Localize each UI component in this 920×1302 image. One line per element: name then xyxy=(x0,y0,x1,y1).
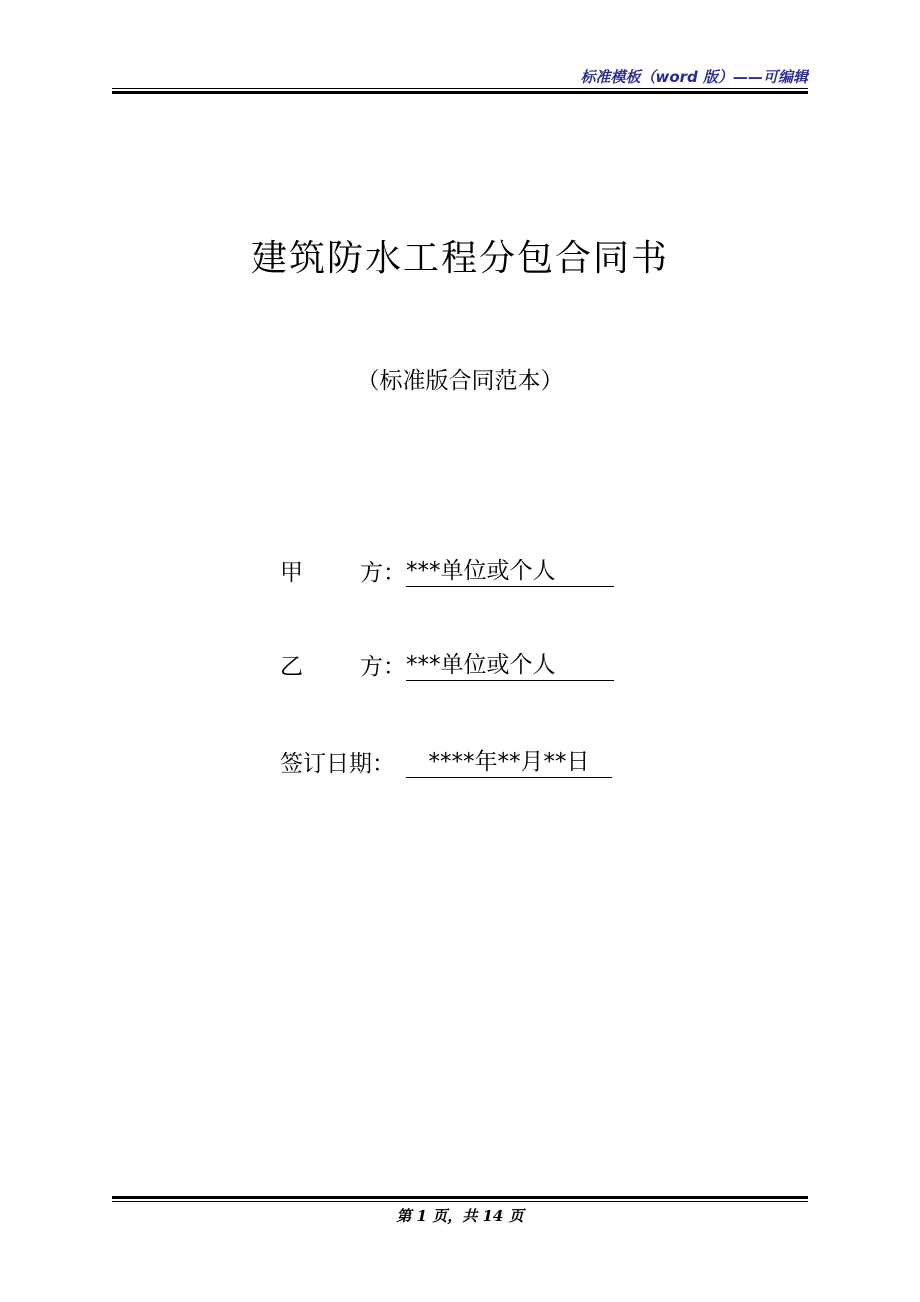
page-number: 第 1 页，共 14 页 xyxy=(396,1207,524,1225)
header-rule-thick xyxy=(112,91,808,94)
header-rule-thin xyxy=(112,88,808,89)
party-a-label xyxy=(280,554,406,587)
party-a-label-char1: 甲 xyxy=(280,560,303,586)
header-note: 标准模板（word 版）——可编辑 xyxy=(580,68,808,86)
party-a-value[interactable]: ***单位或个人 xyxy=(406,552,614,587)
sign-date-value[interactable]: ****年**月**日 xyxy=(406,743,612,778)
document-title: 建筑防水工程分包合同书 xyxy=(250,238,669,279)
party-a-field xyxy=(280,553,614,587)
party-b-field xyxy=(280,647,614,681)
sign-date-field xyxy=(280,744,612,778)
footer-rule-thick xyxy=(112,1196,808,1199)
party-b-value[interactable]: ***单位或个人 xyxy=(406,646,614,681)
footer-rule-thin xyxy=(112,1201,808,1202)
party-b-label-char2: 方： xyxy=(360,654,406,680)
party-b-label xyxy=(280,648,406,681)
party-b-label-char1: 乙 xyxy=(280,654,303,680)
party-a-label-char2: 方： xyxy=(360,560,406,586)
sign-date-label: 签订日期： xyxy=(280,751,395,777)
document-subtitle: （标准版合同范本） xyxy=(356,368,564,394)
